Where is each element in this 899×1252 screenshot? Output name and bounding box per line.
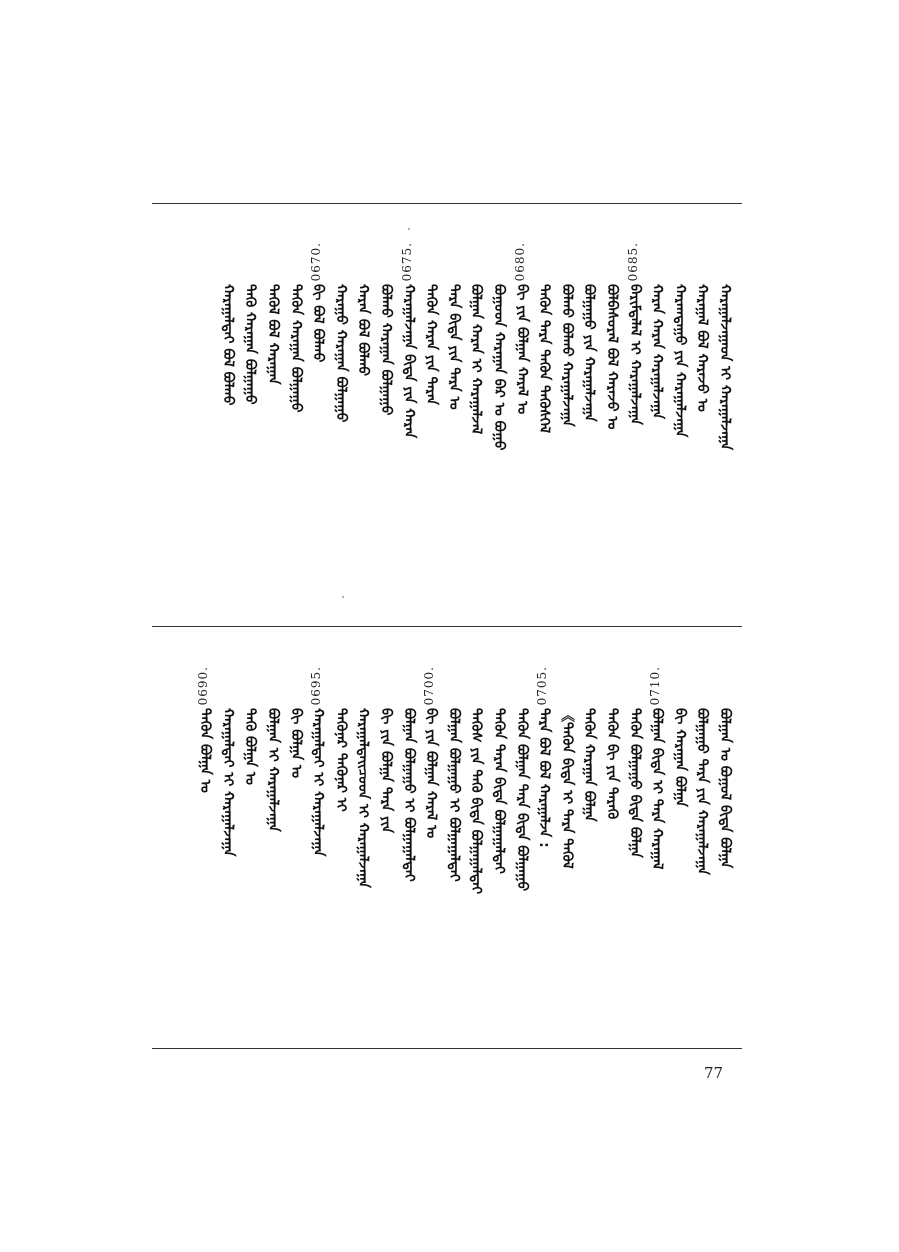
text-column [467,656,485,1026]
script-line: ᠪᠢ ᠪᠣᠯ ᠪᠣᠯᠬᠤ [310,284,326,363]
text-column [558,656,576,1026]
script-line: ᠲᠡᠭᠦ ᠬᠠᠷᠠᠭᠠᠨ ᠪᠣᠯᠭᠠᠭᠤ [242,284,258,405]
script-line: ᠪᠣᠯᠭᠠᠭᠤ ᠲᠡᠷᠡ ᠶᠢᠨ ᠬᠠᠷᠠᠭᠠᠯᠵᠠᠭᠠ [694,708,710,875]
verse-number: 0700. [422,666,436,706]
script-line: ᠬᠠᠷᠠᠭᠠᠯᠲᠠᠢ ᠢ ᠬᠠᠷᠠᠭᠠᠯᠵᠠᠭᠠ [310,708,326,857]
text-column [264,232,282,602]
script-line: ᠪᠣᠯᠭᠠᠨ ᠪᠢᠳᠡ ᠢ ᠲᠡᠷᠡ ᠬᠠᠷᠠᠭᠠᠯ [649,708,665,870]
text-column [626,232,644,602]
text-column [241,656,259,1026]
script-line: ᠪᠣᠯᠭᠠᠨ ᠪᠣᠯᠭᠠᠭᠤ ᠢ ᠪᠣᠯᠭᠠᠭᠠᠯᠲᠠᠢ [401,708,417,882]
text-column [287,232,305,602]
script-line: ᠲᠡᠭᠦᠨ ᠪᠢ ᠶᠢᠨ ᠲᠡᠷᠡᠭᠦ [604,708,620,820]
text-column [309,232,327,602]
text-column [513,656,531,1026]
text-column [693,656,711,1026]
text-column [219,232,237,602]
verse-number: 0710. [648,666,662,706]
script-line: ᠲᠡᠭᠦᠯ ᠪᠣᠯ ᠬᠠᠷᠠᠭᠠᠨ [265,284,281,385]
script-line: ᠲᠡᠭᠦᠨ ᠪᠣᠯᠭᠠ ᠤ [197,708,213,793]
script-line: ᠲᠡᠭᠦᠨ ᠲᠡᠷᠡᠨ ᠪᠢᠳᠡ ᠪᠣᠯᠭᠠᠭᠠᠯᠲᠠᠢ [491,708,507,874]
text-column [196,656,214,1026]
script-line: ᠬᠠᠷᠠᠭᠠᠯᠵᠠᠭᠠᠳ ᠢ ᠬᠠᠷᠠᠭᠠᠯᠵᠠᠭᠠ [717,284,733,451]
verse-number: 0685. [626,242,640,282]
bottom-rule [152,1048,742,1049]
text-column [264,656,282,1026]
verse-number: 0690. [196,666,210,706]
text-column [626,656,644,1026]
script-line: ᠬᠠᠷᠠᠨ ᠪᠣᠯ ᠪᠣᠯᠬᠤ [355,284,371,377]
script-line: ᠬᠠᠷᠠᠭᠠᠯᠲᠠᠢ ᠪᠣᠯ ᠪᠣᠯᠬᠤ [220,284,236,406]
text-column [287,656,305,1026]
script-line: ᠬᠠᠷᠠᠭᠠᠯ ᠪᠣᠯ ᠬᠠᠷᠠᠵᠤ ᠤ [694,284,710,412]
text-column [332,232,350,602]
script-line: ᠪᠢ ᠶᠢᠨ ᠪᠣᠯᠭᠠ ᠲᠡᠷᠡ ᠶᠢᠨ [378,708,394,834]
print-speck [408,228,410,230]
verse-number: 0705. [535,666,549,706]
text-column [671,656,689,1026]
script-line: ᠬᠠᠷᠠᠭᠳᠠᠭᠤ ᠶᠢᠨ ᠬᠠᠷᠠᠭᠠᠯᠵᠠᠭᠠ [672,284,688,438]
verse-number: 0695. [309,666,323,706]
script-line: ᠲᠡᠷᠡ ᠪᠣᠯ ᠪᠣᠯ ᠬᠠᠷᠠᠭᠠᠯᠵᠠ : [536,708,552,848]
text-column [400,232,418,602]
script-line: ᠪᠣᠯᠭᠠᠨ ᠤ ᠪᠣᠭᠣᠯ ᠪᠢᠳᠡ ᠪᠣᠯᠭᠠ [717,708,733,869]
top-rule [152,203,742,204]
text-column [716,232,734,602]
script-line: ᠲᠡᠭᠦᠨ ᠬᠠᠷᠠᠭᠠᠨ ᠪᠣᠯᠭᠠᠭᠤ [288,284,304,413]
script-line: ᠪᠢ ᠶᠢᠨ ᠪᠣᠯᠭᠠᠨ ᠬᠠᠷᠠᠯ ᠤ [423,708,439,839]
script-line: ᠲᠡᠭᠦᠨ ᠬᠠᠷᠠᠭᠠᠨ ᠪᠣᠯᠭᠠ [581,708,597,822]
text-column [400,656,418,1026]
verse-number: 0680. [513,242,527,282]
text-column [490,232,508,602]
script-line: ᠲᠡᠭᠦᠨ ᠪᠣᠯᠭᠠᠭᠤ ᠪᠢᠳᠡ ᠪᠣᠯᠭᠠ [627,708,643,858]
text-column [648,232,666,602]
page-number: 77 [704,1064,724,1082]
text-column [603,232,621,602]
script-line: ᠪᠣᠯᠪᠠᠰᠤᠷᠠᠯ ᠪᠣᠯ ᠬᠠᠷᠠᠵᠤ ᠤ [604,284,620,430]
text-column [467,232,485,602]
script-line: ᠪᠢ ᠬᠠᠷᠠᠭᠠᠨ ᠪᠣᠯᠭᠠ [672,708,688,807]
middle-rule [152,626,742,627]
text-column [671,232,689,602]
script-line: ᠲᠡᠭᠦᠨ ᠬᠠᠷᠠᠨ ᠶᠢᠨ ᠲᠡᠷᠡᠨ [423,284,439,405]
text-column [332,656,350,1026]
script-line: ᠪᠣᠯᠭᠠᠨ ᠬᠠᠷᠠᠨ ᠢ ᠬᠠᠷᠠᠭᠠᠯᠵᠠᠯ [468,284,484,435]
text-column [354,656,372,1026]
text-column [603,656,621,1026]
text-column [445,232,463,602]
text-column [580,232,598,602]
text-column [490,656,508,1026]
text-column [354,232,372,602]
script-line: ᠬᠠᠷᠠᠭᠠᠯᠲᠠᠢᠴᠤᠳ ᠢ ᠬᠠᠷᠠᠭᠠᠯᠵᠠᠭᠠ [355,708,371,889]
script-line: ᠪᠣᠯᠬᠤ ᠬᠠᠷᠠᠭᠠᠨ ᠪᠣᠯᠭᠠᠭᠤ [378,284,394,416]
script-line: ᠪᠢ ᠪᠣᠯᠭᠠ ᠤ [288,708,304,779]
script-line: ᠬᠠᠷᠠᠨ ᠬᠠᠷᠠᠨ ᠬᠠᠷᠠᠭᠠᠯᠵᠠᠭᠠ [649,284,665,420]
script-line: ᠪᠣᠯᠭᠠᠭᠤ ᠶᠢᠨ ᠬᠠᠷᠠᠭᠠᠯᠵᠠᠭᠠ [581,284,597,422]
text-column [716,656,734,1026]
verse-number: 0670. [309,242,323,282]
text-column [558,232,576,602]
script-line: ᠬᠠᠷᠠᠭᠤ ᠬᠠᠷᠠᠭᠠᠨ ᠪᠣᠯᠭᠠᠭᠤ [333,284,349,423]
script-line: ᠲᠡᠭᠦᠰ ᠶᠢᠨ ᠲᠡᠭᠦ ᠪᠢᠳᠡ ᠪᠣᠯᠭᠠᠭᠠᠯᠲᠠᠢ [468,708,484,895]
script-line: ᠲᠡᠷᠡ ᠪᠢᠳᠡ ᠶᠢᠨ ᠲᠡᠷᠡ ᠤ [446,284,462,410]
script-line: ᠪᠣᠯᠭᠠᠨ ᠪᠣᠯᠭᠠᠭᠤ ᠢ ᠪᠣᠯᠭᠠᠭᠠᠯᠲᠠᠢ [446,708,462,882]
text-column [535,656,553,1026]
script-line: 《ᠲᠡᠭᠦᠨ ᠪᠢᠳᠡ ᠢ ᠲᠡᠷᠡ ᠲᠡᠭᠦᠯ [559,708,575,869]
script-line: ᠪᠣᠭᠣᠳ ᠬᠠᠷᠠᠭᠠᠨ ᠪᠠᠷ ᠤ ᠪᠣᠭᠣ [491,284,507,451]
top-text-panel [152,232,742,602]
script-line: ᠬᠠᠷᠠᠭᠠᠯᠵᠠᠭᠠ ᠪᠢᠳᠡ ᠶᠢᠨ ᠬᠠᠷᠠᠨ [401,284,417,439]
text-column [535,232,553,602]
script-line: ᠲᠡᠭᠦᠨ ᠲᠡᠷᠡ ᠲᠡᠭᠦᠨ ᠲᠡᠭᠦᠰᠬᠡᠯ [536,284,552,434]
text-column [648,656,666,1026]
text-column [693,232,711,602]
script-line: ᠪᠣᠯᠭᠠᠨ ᠢ ᠬᠠᠷᠠᠭᠠᠯᠵᠠᠭᠠ [265,708,281,832]
script-line: ᠬᠠᠷᠠᠭᠠᠯᠲᠠᠢ ᠢ ᠬᠠᠷᠠᠭᠠᠯᠵᠠᠭᠠ [220,708,236,857]
text-column [422,656,440,1026]
script-line: ᠪᠠᠷᠢᠮᠲᠠᠯᠠᠯ ᠢ ᠬᠠᠷᠠᠭᠠᠯᠵᠠᠭᠠ [627,284,643,425]
script-line: ᠲᠡᠭᠦ ᠪᠣᠯᠭᠠ ᠤ [242,708,258,785]
script-line: ᠲᠡᠭᠦᠨ ᠪᠣᠯᠭᠠᠨ ᠲᠡᠷᠡ ᠪᠢᠳᠡ ᠪᠣᠯᠭᠠᠭᠤ [514,708,530,892]
text-column [580,656,598,1026]
script-line: ᠪᠣᠯᠬᠤ ᠪᠣᠯᠬᠤ ᠬᠠᠷᠠᠭᠠᠯᠵᠠᠭᠠ [559,284,575,427]
text-column [309,656,327,1026]
verse-number: 0675. [400,242,414,282]
text-column [513,232,531,602]
text-column [219,656,237,1026]
text-column [422,232,440,602]
text-column [445,656,463,1026]
script-line: ᠪᠢ ᠶᠢᠨ ᠪᠣᠯᠭᠠᠨ ᠬᠠᠷᠠᠯ ᠤ [514,284,530,415]
text-column [377,656,395,1026]
text-column [377,232,395,602]
bottom-text-panel [152,656,742,1026]
script-line: ᠲᠡᠭᠦᠨᠡᠷ ᠲᠡᠭᠦᠨᠡᠷ ᠢ [333,708,349,812]
text-column [241,232,259,602]
